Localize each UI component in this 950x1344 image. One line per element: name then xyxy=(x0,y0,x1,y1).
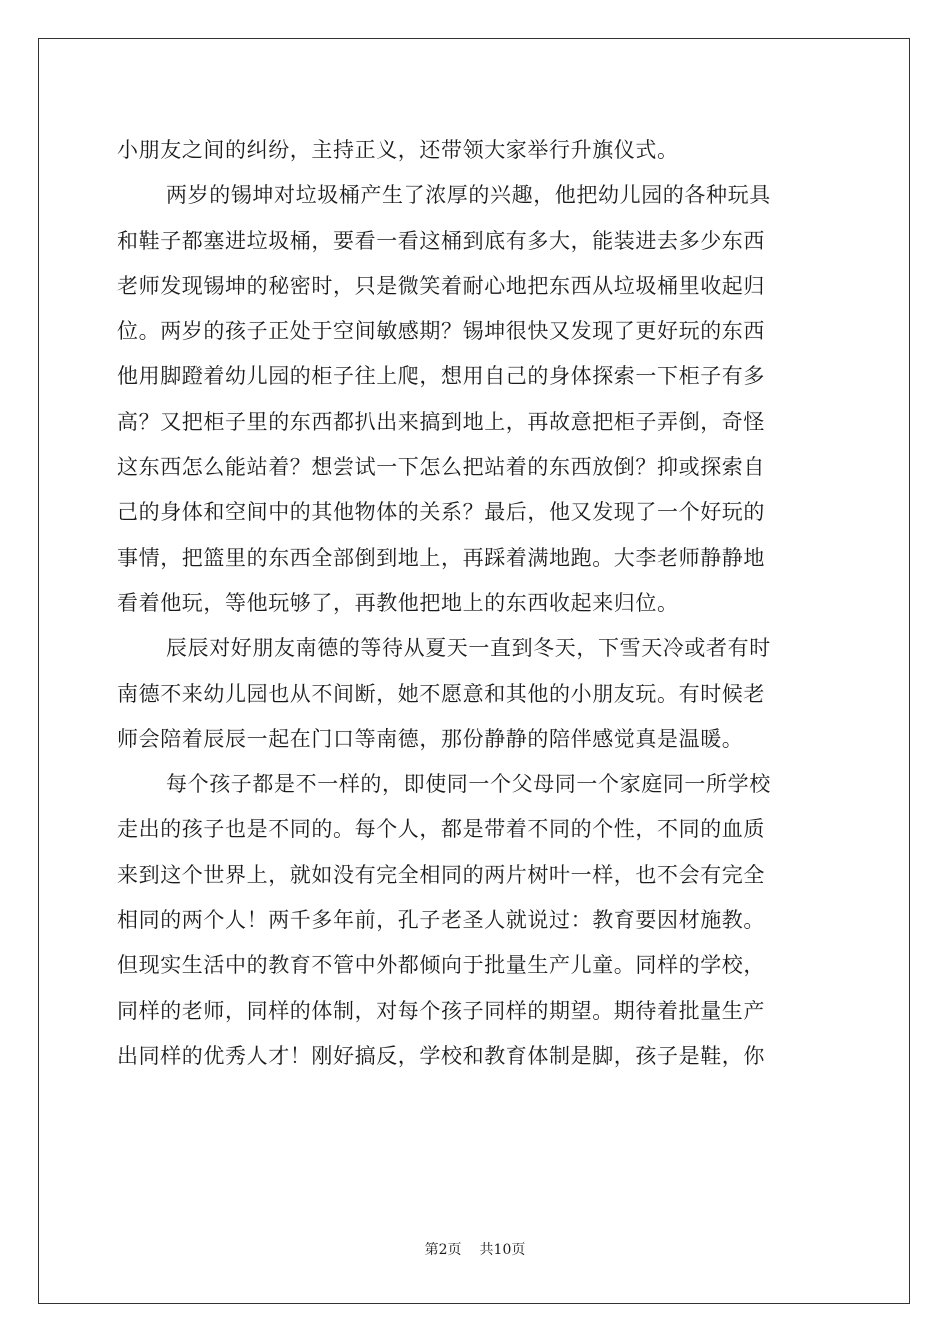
text-line: 走出的孩子也是不同的。每个人，都是带着不同的个性，不同的血质 xyxy=(117,817,765,842)
text-line: 但现实生活中的教育不管中外都倾向于批量生产儿童。同样的学校， xyxy=(117,953,765,978)
text-line: 这东西怎么能站着？想尝试一下怎么把站着的东西放倒？抑或探索自 xyxy=(117,455,765,480)
text-line: 老师发现锡坤的秘密时，只是微笑着耐心地把东西从垃圾桶里收起归 xyxy=(117,273,765,298)
text-line: 来到这个世界上，就如没有完全相同的两片树叶一样，也不会有完全 xyxy=(117,862,765,887)
text-line: 高？又把柜子里的东西都扒出来搞到地上，再故意把柜子弄倒，奇怪 xyxy=(117,409,765,434)
page-number: 第2页 xyxy=(424,1242,462,1258)
text-line: 位。两岁的孩子正处于空间敏感期？锡坤很快又发现了更好玩的东西 xyxy=(117,319,765,344)
text-line: 出同样的优秀人才！刚好搞反，学校和教育体制是脚，孩子是鞋，你 xyxy=(117,1043,765,1068)
page-footer xyxy=(0,1240,950,1260)
text-line: 小朋友之间的纠纷，主持正义，还带领大家举行升旗仪式。 xyxy=(117,138,679,162)
page-total: 共10页 xyxy=(479,1242,526,1258)
text-line: 同样的老师，同样的体制，对每个孩子同样的期望。期待着批量生产 xyxy=(117,998,765,1023)
document-body xyxy=(117,128,833,1079)
text-line: 和鞋子都塞进垃圾桶，要看一看这桶到底有多大，能装进去多少东西 xyxy=(117,228,765,253)
text-line: 己的身体和空间中的其他物体的关系？最后，他又发现了一个好玩的 xyxy=(117,500,765,525)
text-line: 看着他玩，等他玩够了，再教他把地上的东西收起来归位。 xyxy=(117,590,679,615)
text-line: 辰辰对好朋友南德的等待从夏天一直到冬天，下雪天冷或者有时 xyxy=(166,636,771,661)
text-line: 事情，把篮里的东西全部倒到地上，再踩着满地跑。大李老师静静地 xyxy=(117,545,765,570)
text-line: 每个孩子都是不一样的，即使同一个父母同一个家庭同一所学校 xyxy=(166,772,771,797)
text-line: 相同的两个人！两千多年前，孔子老圣人就说过：教育要因材施教。 xyxy=(117,908,765,933)
text-line: 南德不来幼儿园也从不间断，她不愿意和其他的小朋友玩。有时候老 xyxy=(117,681,765,706)
text-line: 师会陪着辰辰一起在门口等南德，那份静静的陪伴感觉真是温暖。 xyxy=(117,726,744,751)
text-line: 他用脚蹬着幼儿园的柜子往上爬，想用自己的身体探索一下柜子有多 xyxy=(117,364,765,389)
text-line: 两岁的锡坤对垃圾桶产生了浓厚的兴趣，他把幼儿园的各种玩具 xyxy=(166,183,771,208)
